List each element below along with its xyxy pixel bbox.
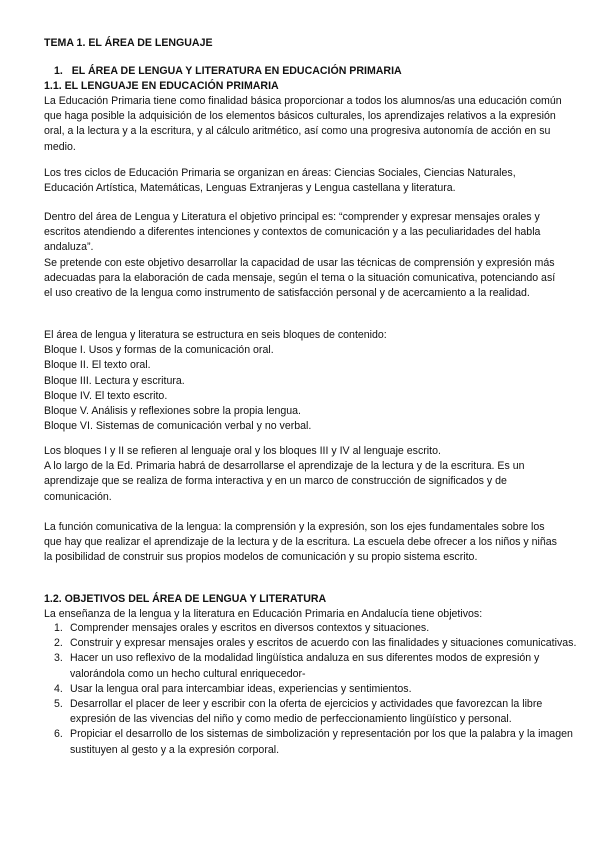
paragraph-objetivo-principal: Dentro del área de Lengua y Literatura el objetivo principal es: “comprender y expresar mensajes orales y escritos atendiendo a diferentes intenciones y contextos de comunicación y a las peculiaridades del habla andaluza”. xyxy=(44,211,541,254)
list-item-text: Usar la lengua oral para intercambiar ideas, experiencias y sentimientos. xyxy=(70,682,412,695)
bloque-item: Bloque II. El texto oral. xyxy=(44,359,151,372)
paragraph-capacidad: Se pretende con este objetivo desarrollar la capacidad de usar las técnicas de comprensión y expresión más adecuadas para la elaboración de cada mensaje, según el tema o la situación comunicativa, potenciando así el uso creativo de la lengua como instrumento de satisfacción personal y de acercamiento a la realidad. xyxy=(44,257,556,300)
paragraph-ciclos: Los tres ciclos de Educación Primaria se organizan en áreas: Ciencias Sociales, Ciencias Naturales, Educación Artística, Matemáticas, Lenguas Extranjeras y Lengua castellana y literatura. xyxy=(44,167,516,195)
list-item-number: 4. xyxy=(54,682,63,695)
page-title: TEMA 1. EL ÁREA DE LENGUAJE xyxy=(44,37,213,49)
list-item-number: 1. xyxy=(54,622,63,634)
list-item-number: 5. xyxy=(54,698,63,711)
paragraph-bloques-oral-escrito: Los bloques I y II se refieren al lenguaje oral y los bloques III y IV al lenguaje escrito. xyxy=(44,445,441,457)
list-item-text: Construir y expresar mensajes orales y escritos de acuerdo con las finalidades y situaciones comunicativas. xyxy=(70,637,577,650)
paragraph-bloques-lenguaje xyxy=(44,444,564,505)
list-item-number: 2. xyxy=(54,637,63,650)
bloque-item: Bloque V. Análisis y reflexiones sobre la propia lengua. xyxy=(44,405,301,418)
bloque-item: Bloque IV. El texto escrito. xyxy=(44,389,168,402)
list-item-text: Comprender mensajes orales y escritos en diversos contextos y situaciones. xyxy=(70,622,430,634)
list-item xyxy=(54,697,590,727)
section-1-number: 1. xyxy=(54,65,63,77)
subsection-1-1-heading: 1.1. EL LENGUAJE EN EDUCACIÓN PRIMARIA xyxy=(44,80,279,92)
list-item xyxy=(54,651,590,681)
list-item-text: Propiciar el desarrollo de los sistemas de simbolización y representación por los que la palabra y la imagen sustituyen al gesto y a la expresión corporal. xyxy=(70,728,573,756)
paragraph-aprendizaje: A lo largo de la Ed. Primaria habrá de desarrollarse el aprendizaje de la lectura y de la escritura. Es un aprendizaje que se realiza de forma interactiva y en un marco de construcción de significados y de comunicación. xyxy=(44,460,525,503)
bloque-item: Bloque III. Lectura y escritura. xyxy=(44,374,185,387)
list-item xyxy=(54,621,590,636)
list-item-number: 3. xyxy=(54,652,63,665)
bloque-item: Bloque VI. Sistemas de comunicación verbal y no verbal. xyxy=(44,420,312,433)
list-item xyxy=(54,682,590,697)
paragraph-funcion-comunicativa: La función comunicativa de la lengua: la comprensión y la expresión, son los ejes fundamentales sobre los que hay que realizar el aprendizaje de la lectura y de la escritura. La escuela debe ofrecer a los niños y niñas la posibilidad de construir sus propios modelos de comunicación y su propio sistema escrito. xyxy=(44,521,557,564)
paragraph-finalidad: La Educación Primaria tiene como finalidad básica proporcionar a todos los alumnos/as una educación común que haga posible la adquisición de los elementos básicos culturales, los aprendizajes relativos a la expresión oral, a la lectura y a la escritura, y al cálculo aritmético, así como una progresiva autonomía de acción en su medio. xyxy=(44,95,562,153)
list-item xyxy=(54,636,590,651)
objetivos-intro: La enseñanza de la lengua y la literatura en Educación Primaria en Andalucía tiene objetivos: xyxy=(44,608,483,620)
list-item-text: Desarrollar el placer de leer y escribir con la oferta de ejercicios y actividades que favorezcan la libre expresión de las vivencias del niño y como medio de perfeccionamiento lingüístico y personal. xyxy=(70,698,543,726)
bloque-item: Bloque I. Usos y formas de la comunicación oral. xyxy=(44,344,274,357)
list-item-number: 6. xyxy=(54,728,63,741)
bloques-contenido xyxy=(44,328,564,434)
section-1-title: EL ÁREA DE LENGUA Y LITERATURA EN EDUCACIÓN PRIMARIA xyxy=(71,65,402,77)
objetivos-list xyxy=(44,621,590,758)
subsection-1-2-heading: 1.2. OBJETIVOS DEL ÁREA DE LENGUA Y LITERATURA xyxy=(44,593,327,605)
list-item-text: Hacer un uso reflexivo de la modalidad lingüística andaluza en sus diferentes modos de expresión y valorándola como un hecho cultural enriquecedor- xyxy=(70,652,540,680)
list-item xyxy=(54,727,590,757)
bloques-intro: El área de lengua y literatura se estructura en seis bloques de contenido: xyxy=(44,329,387,341)
section-1-heading xyxy=(54,64,574,79)
